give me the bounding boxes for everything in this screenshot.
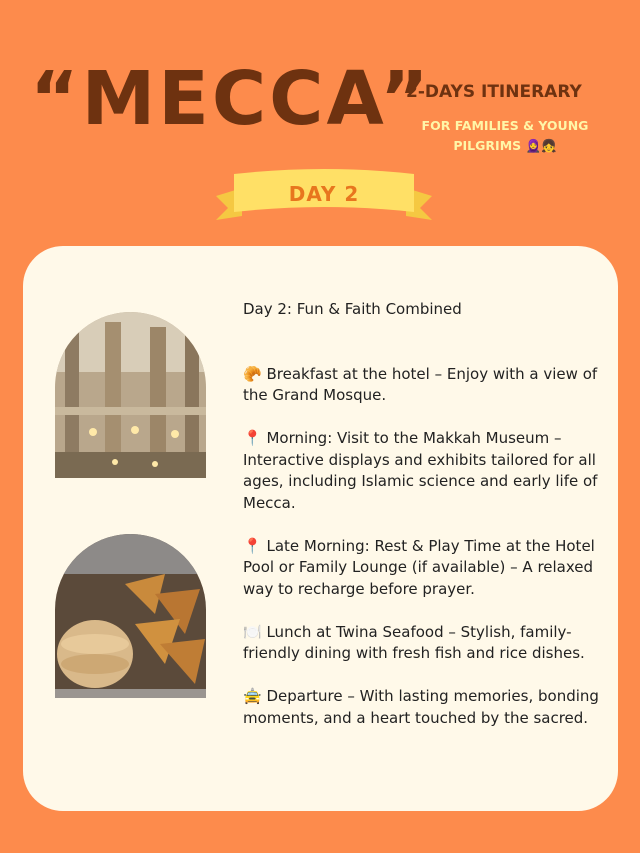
page-title: “MECCA” [30,56,432,142]
audience-tagline [400,116,610,156]
tagline-line-1: FOR FAMILIES & YOUNG [421,118,589,133]
day-banner [212,166,436,226]
itinerary-item-morning [243,428,603,514]
item-text: Departure – With lasting memories, bonding moments, and a heart touched by the sacred. [243,687,599,727]
itinerary-item-departure [243,686,603,729]
itinerary-content [243,299,603,751]
croissant-icon: 🥐 [243,364,262,383]
item-text: Morning: Visit to the Makkah Museum – Interactive displays and exhibits tailored for all ages, including Islamic science and early life of Mecca. [243,429,598,512]
taxi-icon: 🚖 [243,687,262,705]
item-text: Breakfast at the hotel – Enjoy with a view of the Grand Mosque. [243,364,598,404]
day-heading: Day 2: Fun & Faith Combined [243,300,462,318]
banner-label: DAY 2 [288,182,360,206]
plate-icon: 🍽️ [243,622,262,641]
itinerary-item-breakfast [243,364,603,407]
mosque-interior-image [55,312,206,478]
pin-icon: 📍 [243,536,262,555]
samosa-food-image [55,534,206,698]
itinerary-item-late-morning [243,536,603,601]
itinerary-subtitle: 2-DAYS ITINERARY [406,82,582,102]
item-text: Late Morning: Rest & Play Time at the Hotel Pool or Family Lounge (if available) – A relaxed way to recharge before prayer. [243,536,595,598]
item-text: Lunch at Twina Seafood – Stylish, family-friendly dining with fresh fish and rice dishes. [243,622,585,662]
itinerary-item-lunch [243,622,603,665]
tagline-line-2: PILGRIMS 🧕👧 [453,138,557,153]
pin-icon: 📍 [243,429,262,447]
